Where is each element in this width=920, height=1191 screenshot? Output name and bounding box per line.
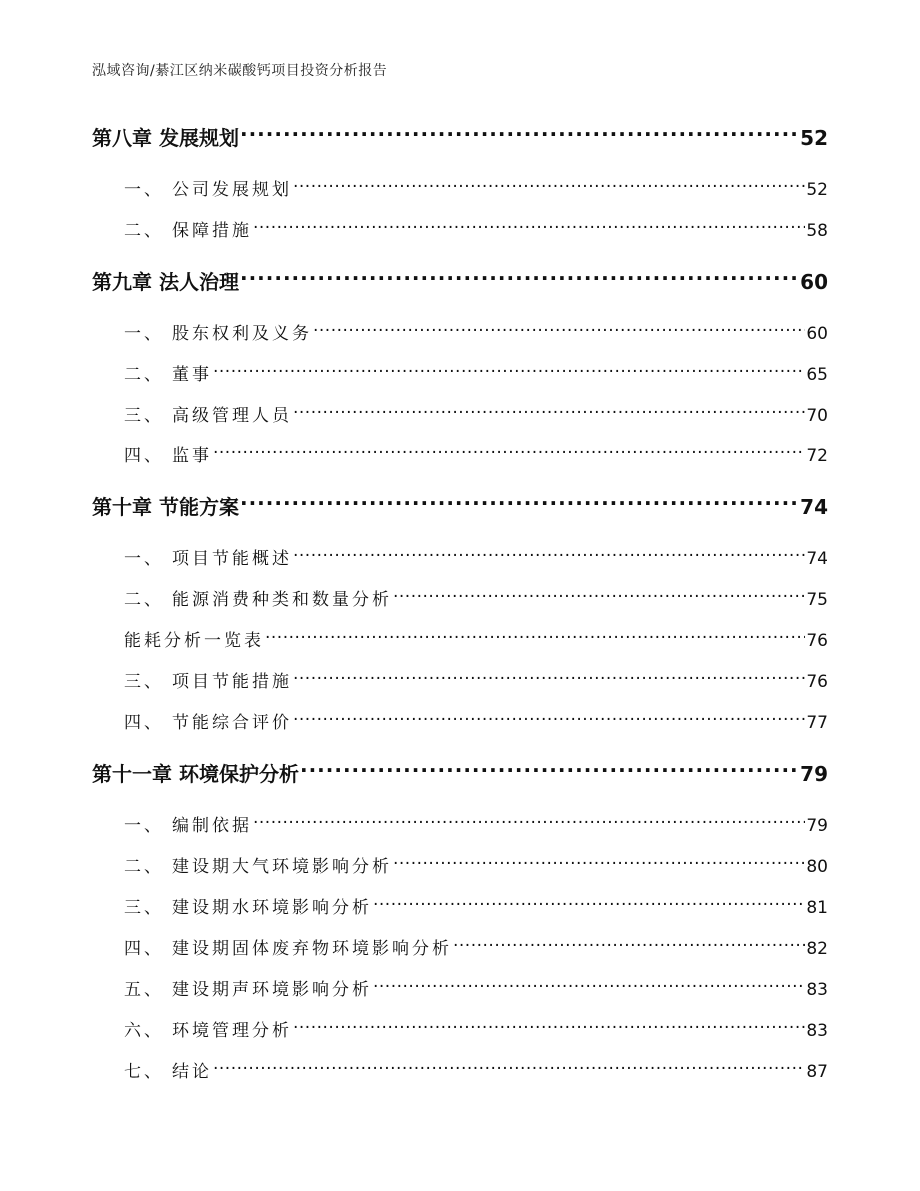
toc-section[interactable] (124, 811, 828, 837)
leader-dots (213, 360, 805, 380)
toc-page-number: 79 (806, 816, 828, 836)
toc-page-number: 72 (806, 446, 828, 466)
leader-dots (253, 216, 805, 236)
toc-entry-title: 一、 股东权利及义务 (124, 319, 312, 344)
toc-section[interactable] (124, 401, 828, 427)
toc-entry-title: 一、 公司发展规划 (124, 175, 292, 200)
leader-dots (213, 1057, 805, 1077)
toc-section[interactable] (124, 893, 828, 919)
leader-dots (300, 757, 799, 781)
toc-section-number: 二、 (124, 365, 164, 385)
toc-entry-title: 七、 结论 (124, 1057, 212, 1082)
toc-section-number: 六、 (124, 1021, 164, 1041)
toc-section-number: 一、 (124, 180, 164, 200)
toc-page-number: 74 (806, 549, 828, 569)
toc-section-number: 四、 (124, 446, 164, 466)
toc-page-number: 74 (800, 495, 828, 519)
toc-entry-title: 五、 建设期声环境影响分析 (124, 975, 372, 1000)
toc-section[interactable] (124, 216, 828, 242)
toc-section[interactable] (124, 934, 828, 960)
toc-section[interactable] (124, 360, 828, 386)
leader-dots (293, 708, 805, 728)
toc-section-number: 七、 (124, 1062, 164, 1082)
leader-dots (265, 626, 805, 646)
toc-entry-title: 三、 项目节能措施 (124, 667, 292, 692)
toc-section-number: 四、 (124, 713, 164, 733)
toc-page-number: 76 (806, 631, 828, 651)
toc-page-number: 58 (806, 221, 828, 241)
toc-page-number: 81 (806, 898, 828, 918)
toc-page-number: 75 (806, 590, 828, 610)
toc-page-number: 52 (800, 126, 828, 150)
toc-entry-title: 一、 项目节能概述 (124, 544, 292, 569)
toc-entry-title: 第十章 节能方案 (92, 495, 239, 519)
leader-dots (240, 490, 799, 514)
toc-section-number: 二、 (124, 590, 164, 610)
toc-page-number: 76 (806, 672, 828, 692)
leader-dots (293, 544, 805, 564)
leader-dots (393, 852, 805, 872)
toc-chapter[interactable] (92, 490, 828, 520)
toc-section[interactable] (124, 667, 828, 693)
leader-dots (373, 975, 805, 995)
toc-entry-title: 三、 建设期水环境影响分析 (124, 893, 372, 918)
toc-section[interactable] (124, 175, 828, 201)
toc-section-number: 二、 (124, 221, 164, 241)
leader-dots (393, 585, 805, 605)
toc-section[interactable] (124, 441, 828, 467)
toc-section-number: 三、 (124, 672, 164, 692)
toc-page-number: 79 (800, 762, 828, 786)
toc-page-number: 83 (806, 1021, 828, 1041)
toc-entry-title: 能耗分析一览表 (124, 631, 264, 651)
toc-chapter[interactable] (92, 757, 828, 787)
toc-entry-title: 三、 高级管理人员 (124, 401, 292, 426)
toc-entry-title: 四、 监事 (124, 441, 212, 466)
leader-dots (240, 265, 799, 289)
toc-entry-title: 四、 建设期固体废弃物环境影响分析 (124, 934, 452, 959)
toc-chapter[interactable] (92, 121, 828, 151)
toc-page-number: 87 (806, 1062, 828, 1082)
leader-dots (453, 934, 805, 954)
toc-entry-title: 一、 编制依据 (124, 811, 252, 836)
toc-entry-title: 第十一章 环境保护分析 (92, 762, 299, 786)
running-header: 泓域咨询/綦江区纳米碳酸钙项目投资分析报告 (92, 63, 388, 79)
leader-dots (313, 319, 805, 339)
toc-page-number: 83 (806, 980, 828, 1000)
toc-entry-title: 四、 节能综合评价 (124, 708, 292, 733)
toc-page-number: 52 (806, 180, 828, 200)
toc-section-number: 四、 (124, 939, 164, 959)
toc-section-number: 一、 (124, 324, 164, 344)
toc-entry-title: 二、 能源消费种类和数量分析 (124, 585, 392, 610)
toc-section[interactable] (124, 585, 828, 611)
toc-entry-title: 二、 董事 (124, 360, 212, 385)
leader-dots (213, 441, 805, 461)
toc-section-number: 一、 (124, 549, 164, 569)
toc-entry-title: 第九章 法人治理 (92, 270, 239, 294)
toc-section-number: 三、 (124, 406, 164, 426)
toc-entry-title: 六、 环境管理分析 (124, 1016, 292, 1041)
toc-section-number: 一、 (124, 816, 164, 836)
toc-page-number: 77 (806, 713, 828, 733)
toc-page-number: 60 (800, 270, 828, 294)
toc-entry-title: 二、 保障措施 (124, 216, 252, 241)
leader-dots (293, 401, 805, 421)
toc-section-number: 二、 (124, 857, 164, 877)
toc-page-number: 60 (806, 324, 828, 344)
toc-section[interactable] (124, 319, 828, 345)
toc-entry-title: 二、 建设期大气环境影响分析 (124, 852, 392, 877)
toc-section-number: 五、 (124, 980, 164, 1000)
leader-dots (293, 1016, 805, 1036)
toc-page-number: 82 (806, 939, 828, 959)
toc-page-number: 65 (806, 365, 828, 385)
toc-section[interactable] (124, 852, 828, 878)
toc-section[interactable] (124, 1016, 828, 1042)
leader-dots (293, 667, 805, 687)
toc-page-number: 80 (806, 857, 828, 877)
toc-section[interactable] (124, 975, 828, 1001)
leader-dots (253, 811, 805, 831)
toc-section[interactable] (124, 1057, 828, 1083)
toc-section[interactable] (124, 708, 828, 734)
toc-page-number: 70 (806, 406, 828, 426)
toc-section-number: 三、 (124, 898, 164, 918)
leader-dots (240, 121, 799, 145)
toc-section[interactable] (124, 626, 828, 652)
toc-chapter[interactable] (92, 265, 828, 295)
toc-entry-title: 第八章 发展规划 (92, 126, 239, 150)
toc-section[interactable] (124, 544, 828, 570)
leader-dots (373, 893, 805, 913)
leader-dots (293, 175, 805, 195)
